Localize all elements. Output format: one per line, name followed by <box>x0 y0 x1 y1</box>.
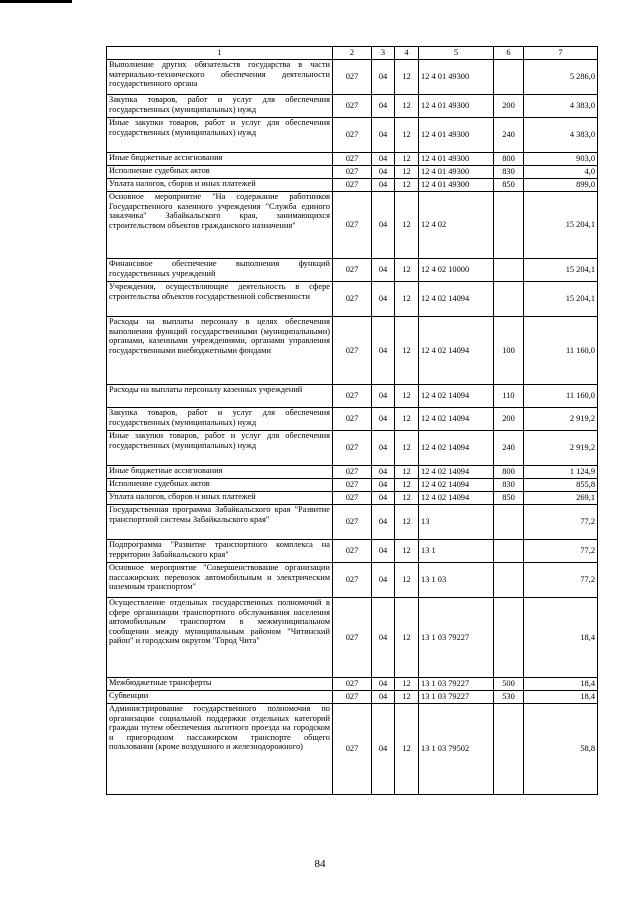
header-cell-4: 4 <box>395 47 419 60</box>
row-code-cell: 027 <box>333 317 372 385</box>
table-row <box>107 492 598 505</box>
row-code-cell: 027 <box>333 678 372 691</box>
row-amount-cell: 11 160,0 <box>524 317 598 385</box>
table-row <box>107 598 598 678</box>
row-name-cell: Межбюджетные трансферты <box>107 678 333 691</box>
row-expense-type-cell: 110 <box>494 385 524 408</box>
row-name-cell: Закупка товаров, работ и услуг для обеспечения государственных (муниципальных) нужд <box>107 95 333 118</box>
row-code-cell: 027 <box>333 691 372 704</box>
row-code-cell: 027 <box>333 95 372 118</box>
row-section-cell: 04 <box>372 166 395 179</box>
row-name-cell: Исполнение судебных актов <box>107 479 333 492</box>
row-subsection-cell: 12 <box>395 192 419 259</box>
row-code-cell: 027 <box>333 259 372 282</box>
row-subsection-cell: 12 <box>395 166 419 179</box>
table-header-row <box>107 47 598 60</box>
table-row <box>107 95 598 118</box>
row-amount-cell: 4,0 <box>524 166 598 179</box>
header-cell-5: 5 <box>419 47 494 60</box>
row-expense-type-cell: 850 <box>494 492 524 505</box>
row-target-article-cell: 12 4 02 14094 <box>419 479 494 492</box>
row-name-cell: Основное мероприятие "На содержание работников Государственного казенного учреждения "Служба единого заказчика" Забайкальского края, занимающихся строительством объектов гражданского назначения" <box>107 192 333 259</box>
top-edge-rule <box>0 0 72 3</box>
row-name-cell: Финансовое обеспечение выполнения функций государственных учреждений <box>107 259 333 282</box>
row-section-cell: 04 <box>372 179 395 192</box>
row-subsection-cell: 12 <box>395 259 419 282</box>
header-cell-1: 1 <box>107 47 333 60</box>
row-expense-type-cell: 200 <box>494 95 524 118</box>
row-section-cell: 04 <box>372 598 395 678</box>
row-name-cell: Основное мероприятие "Совершенствование организации пассажирских перевозок автомобильным и электрическим наземным транспортом" <box>107 563 333 598</box>
row-name-cell: Учреждения, осуществляющие деятельность в сфере строительства объектов государственной собственности <box>107 282 333 317</box>
row-target-article-cell: 13 1 03 79227 <box>419 678 494 691</box>
row-subsection-cell: 12 <box>395 540 419 563</box>
row-code-cell: 027 <box>333 598 372 678</box>
row-target-article-cell: 13 <box>419 505 494 540</box>
row-name-cell: Расходы на выплаты персоналу казенных учреждений <box>107 385 333 408</box>
row-subsection-cell: 12 <box>395 95 419 118</box>
table-row <box>107 678 598 691</box>
row-code-cell: 027 <box>333 466 372 479</box>
row-expense-type-cell: 830 <box>494 166 524 179</box>
row-name-cell: Иные бюджетные ассигнования <box>107 153 333 166</box>
row-section-cell: 04 <box>372 118 395 153</box>
row-name-cell: Уплата налогов, сборов и иных платежей <box>107 179 333 192</box>
table-row <box>107 691 598 704</box>
row-expense-type-cell <box>494 540 524 563</box>
row-name-cell: Администрирование государственного полномочия по организации социальной поддержки отдельных категорий граждан путем обеспечения льготного проезда на городском и пригородном пассажирском транспорте общего пользования (кроме воздушного и железнодорожного) <box>107 704 333 795</box>
row-section-cell: 04 <box>372 153 395 166</box>
row-section-cell: 04 <box>372 431 395 466</box>
row-section-cell: 04 <box>372 691 395 704</box>
row-amount-cell: 18,4 <box>524 691 598 704</box>
row-section-cell: 04 <box>372 678 395 691</box>
row-amount-cell: 15 204,1 <box>524 192 598 259</box>
row-expense-type-cell <box>494 598 524 678</box>
row-target-article-cell: 12 4 02 14094 <box>419 282 494 317</box>
row-subsection-cell: 12 <box>395 691 419 704</box>
row-target-article-cell: 12 4 02 14094 <box>419 385 494 408</box>
row-expense-type-cell: 850 <box>494 179 524 192</box>
row-subsection-cell: 12 <box>395 563 419 598</box>
row-expense-type-cell: 100 <box>494 317 524 385</box>
row-target-article-cell: 13 1 03 <box>419 563 494 598</box>
table-row <box>107 563 598 598</box>
row-section-cell: 04 <box>372 408 395 431</box>
row-amount-cell: 1 124,9 <box>524 466 598 479</box>
row-name-cell: Исполнение судебных актов <box>107 166 333 179</box>
row-amount-cell: 15 204,1 <box>524 282 598 317</box>
row-code-cell: 027 <box>333 179 372 192</box>
row-subsection-cell: 12 <box>395 505 419 540</box>
row-section-cell: 04 <box>372 479 395 492</box>
row-code-cell: 027 <box>333 60 372 95</box>
row-amount-cell: 5 286,0 <box>524 60 598 95</box>
row-expense-type-cell: 830 <box>494 479 524 492</box>
row-section-cell: 04 <box>372 317 395 385</box>
row-subsection-cell: 12 <box>395 479 419 492</box>
row-amount-cell: 4 383,0 <box>524 95 598 118</box>
row-subsection-cell: 12 <box>395 678 419 691</box>
row-section-cell: 04 <box>372 95 395 118</box>
table-row <box>107 505 598 540</box>
row-amount-cell: 903,0 <box>524 153 598 166</box>
row-section-cell: 04 <box>372 259 395 282</box>
row-amount-cell: 2 919,2 <box>524 408 598 431</box>
row-subsection-cell: 12 <box>395 408 419 431</box>
row-target-article-cell: 12 4 01 49300 <box>419 118 494 153</box>
table-row <box>107 153 598 166</box>
row-expense-type-cell <box>494 60 524 95</box>
row-target-article-cell: 12 4 02 14094 <box>419 431 494 466</box>
row-expense-type-cell: 500 <box>494 678 524 691</box>
row-name-cell: Осуществление отдельных государственных полномочий в сфере организации транспортного обслуживания населения автомобильным транспортом в межмуниципальном сообщении между муниципальным районом "Читинский район" и городским округом "Город Чита" <box>107 598 333 678</box>
row-name-cell: Иные закупки товаров, работ и услуг для обеспечения государственных (муниципальных) нужд <box>107 118 333 153</box>
row-amount-cell: 899,0 <box>524 179 598 192</box>
row-expense-type-cell: 240 <box>494 118 524 153</box>
row-amount-cell: 269,1 <box>524 492 598 505</box>
row-target-article-cell: 13 1 03 79502 <box>419 704 494 795</box>
table-row <box>107 166 598 179</box>
row-subsection-cell: 12 <box>395 704 419 795</box>
row-code-cell: 027 <box>333 192 372 259</box>
row-expense-type-cell <box>494 563 524 598</box>
row-subsection-cell: 12 <box>395 317 419 385</box>
row-target-article-cell: 12 4 02 14094 <box>419 317 494 385</box>
row-subsection-cell: 12 <box>395 282 419 317</box>
row-amount-cell: 77,2 <box>524 540 598 563</box>
row-subsection-cell: 12 <box>395 179 419 192</box>
budget-table <box>106 46 598 795</box>
row-code-cell: 027 <box>333 431 372 466</box>
row-target-article-cell: 12 4 01 49300 <box>419 166 494 179</box>
row-amount-cell: 77,2 <box>524 563 598 598</box>
row-amount-cell: 18,4 <box>524 598 598 678</box>
row-expense-type-cell <box>494 704 524 795</box>
table-row <box>107 479 598 492</box>
row-code-cell: 027 <box>333 282 372 317</box>
row-target-article-cell: 12 4 02 14094 <box>419 492 494 505</box>
table-row <box>107 118 598 153</box>
row-subsection-cell: 12 <box>395 118 419 153</box>
row-name-cell: Подпрограмма "Развитие транспортного комплекса на территории Забайкальского края" <box>107 540 333 563</box>
row-code-cell: 027 <box>333 166 372 179</box>
row-target-article-cell: 12 4 01 49300 <box>419 179 494 192</box>
row-subsection-cell: 12 <box>395 60 419 95</box>
row-code-cell: 027 <box>333 118 372 153</box>
header-cell-2: 2 <box>333 47 372 60</box>
row-amount-cell: 18,4 <box>524 678 598 691</box>
row-name-cell: Иные бюджетные ассигнования <box>107 466 333 479</box>
row-target-article-cell: 12 4 01 49300 <box>419 60 494 95</box>
row-section-cell: 04 <box>372 704 395 795</box>
row-name-cell: Выполнение других обязательств государства в части материально-технического обеспечения деятельности государственного органа <box>107 60 333 95</box>
row-subsection-cell: 12 <box>395 492 419 505</box>
table-row <box>107 282 598 317</box>
row-expense-type-cell <box>494 282 524 317</box>
row-subsection-cell: 12 <box>395 153 419 166</box>
row-amount-cell: 11 160,0 <box>524 385 598 408</box>
row-code-cell: 027 <box>333 505 372 540</box>
row-code-cell: 027 <box>333 563 372 598</box>
row-subsection-cell: 12 <box>395 431 419 466</box>
row-section-cell: 04 <box>372 492 395 505</box>
table-row <box>107 60 598 95</box>
header-cell-3: 3 <box>372 47 395 60</box>
row-target-article-cell: 12 4 02 14094 <box>419 466 494 479</box>
row-target-article-cell: 13 1 <box>419 540 494 563</box>
header-cell-7: 7 <box>524 47 598 60</box>
table-row <box>107 179 598 192</box>
row-name-cell: Иные закупки товаров, работ и услуг для обеспечения государственных (муниципальных) нужд <box>107 431 333 466</box>
row-section-cell: 04 <box>372 466 395 479</box>
row-target-article-cell: 13 1 03 79227 <box>419 598 494 678</box>
row-name-cell: Расходы на выплаты персоналу в целях обеспечения выполнения функций государственными (муниципальными) органами, казенными учреждениями, органами управления государственными внебюджетными фондами <box>107 317 333 385</box>
row-section-cell: 04 <box>372 505 395 540</box>
row-expense-type-cell <box>494 259 524 282</box>
row-expense-type-cell: 240 <box>494 431 524 466</box>
row-section-cell: 04 <box>372 385 395 408</box>
table-row <box>107 431 598 466</box>
table-row <box>107 259 598 282</box>
row-name-cell: Государственная программа Забайкальского края "Развитие транспортной системы Забайкальского края" <box>107 505 333 540</box>
row-expense-type-cell <box>494 192 524 259</box>
row-expense-type-cell <box>494 505 524 540</box>
table-row <box>107 385 598 408</box>
row-target-article-cell: 13 1 03 79227 <box>419 691 494 704</box>
row-section-cell: 04 <box>372 192 395 259</box>
row-amount-cell: 77,2 <box>524 505 598 540</box>
row-code-cell: 027 <box>333 408 372 431</box>
table-row <box>107 192 598 259</box>
row-amount-cell: 2 919,2 <box>524 431 598 466</box>
row-amount-cell: 15 204,1 <box>524 259 598 282</box>
row-target-article-cell: 12 4 01 49300 <box>419 95 494 118</box>
row-name-cell: Субвенции <box>107 691 333 704</box>
row-section-cell: 04 <box>372 540 395 563</box>
row-expense-type-cell: 200 <box>494 408 524 431</box>
row-target-article-cell: 12 4 02 10000 <box>419 259 494 282</box>
row-expense-type-cell: 800 <box>494 466 524 479</box>
row-subsection-cell: 12 <box>395 598 419 678</box>
table-row <box>107 704 598 795</box>
row-section-cell: 04 <box>372 282 395 317</box>
row-amount-cell: 58,8 <box>524 704 598 795</box>
row-code-cell: 027 <box>333 540 372 563</box>
row-section-cell: 04 <box>372 60 395 95</box>
row-target-article-cell: 12 4 01 49300 <box>419 153 494 166</box>
header-cell-6: 6 <box>494 47 524 60</box>
row-code-cell: 027 <box>333 153 372 166</box>
row-subsection-cell: 12 <box>395 385 419 408</box>
row-code-cell: 027 <box>333 385 372 408</box>
row-name-cell: Закупка товаров, работ и услуг для обеспечения государственных (муниципальных) нужд <box>107 408 333 431</box>
row-amount-cell: 855,8 <box>524 479 598 492</box>
row-code-cell: 027 <box>333 479 372 492</box>
row-code-cell: 027 <box>333 704 372 795</box>
row-name-cell: Уплата налогов, сборов и иных платежей <box>107 492 333 505</box>
row-target-article-cell: 12 4 02 <box>419 192 494 259</box>
table-row <box>107 317 598 385</box>
row-expense-type-cell: 530 <box>494 691 524 704</box>
page-number: 84 <box>314 858 326 870</box>
row-target-article-cell: 12 4 02 14094 <box>419 408 494 431</box>
row-amount-cell: 4 383,0 <box>524 118 598 153</box>
row-section-cell: 04 <box>372 563 395 598</box>
row-code-cell: 027 <box>333 492 372 505</box>
row-expense-type-cell: 800 <box>494 153 524 166</box>
row-subsection-cell: 12 <box>395 466 419 479</box>
table-row <box>107 466 598 479</box>
table-row <box>107 408 598 431</box>
table-row <box>107 540 598 563</box>
